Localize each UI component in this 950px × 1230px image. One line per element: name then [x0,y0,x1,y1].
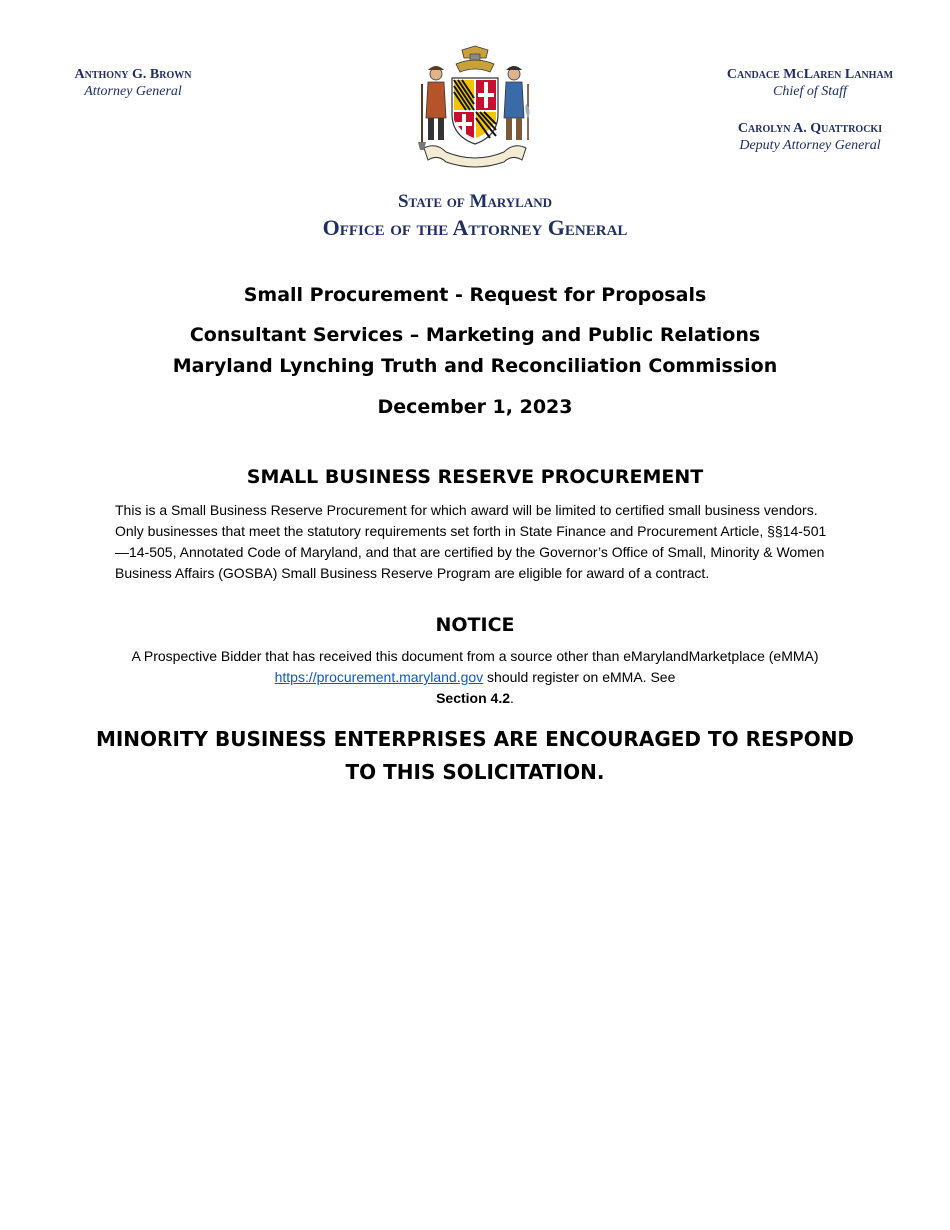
document-subtitle-line2: Maryland Lynching Truth and Reconciliation Commission [172,355,778,377]
emma-link[interactable]: https://procurement.maryland.gov [274,669,484,685]
maryland-seal-icon [416,44,534,172]
letterhead-right [700,66,920,154]
mbe-line1: MINORITY BUSINESS ENTERPRISES ARE ENCOURAGED TO RESPOND [95,727,855,751]
letterhead-left [48,66,218,100]
document-body [0,280,950,789]
mbe-line2: TO THIS SOLICITATION. [345,760,605,784]
sbr-heading: SMALL BUSINESS RESERVE PROCUREMENT [246,466,704,488]
chief-of-staff-title: Chief of Staff [773,84,847,99]
notice-heading: NOTICE [435,614,515,636]
deputy-ag-title: Deputy Attorney General [739,138,881,153]
state-name: State of Maryland [397,191,553,212]
document-subtitle-line1: Consultant Services – Marketing and Public Relations [189,324,761,346]
attorney-general-title: Attorney General [84,84,182,99]
notice-period: . [510,690,514,706]
section-reference: Section 4.2 [436,690,511,706]
notice-text-after: should register on eMMA. See [483,669,676,685]
office-name: Office of the Attorney General [322,215,628,240]
notice-text-before: A Prospective Bidder that has received this document from a source other than eMarylandMarketplace (eMMA) [131,648,819,664]
deputy-ag-name: Carolyn A. Quattrocki [737,121,883,136]
chief-of-staff-name: Candace McLaren Lanham [726,67,894,82]
notice-paragraph [115,646,835,709]
mbe-encouragement [95,723,855,789]
attorney-general-name: Anthony G. Brown [74,67,192,82]
document-title: Small Procurement - Request for Proposals [243,284,707,306]
office-header [0,190,950,242]
document-date: December 1, 2023 [377,396,573,418]
sbr-paragraph: This is a Small Business Reserve Procurement for which award will be limited to certified small business vendors. Only businesses that meet the statutory requirements set forth in State Finance and Procurement Article, §§14-501 —14-505, Annotated Code of Maryland, and that are certified by the Governor’s Office of Small, Minority & Women Business Affairs (GOSBA) Small Business Reserve Program are eligible for award of a contract. [115,502,827,581]
